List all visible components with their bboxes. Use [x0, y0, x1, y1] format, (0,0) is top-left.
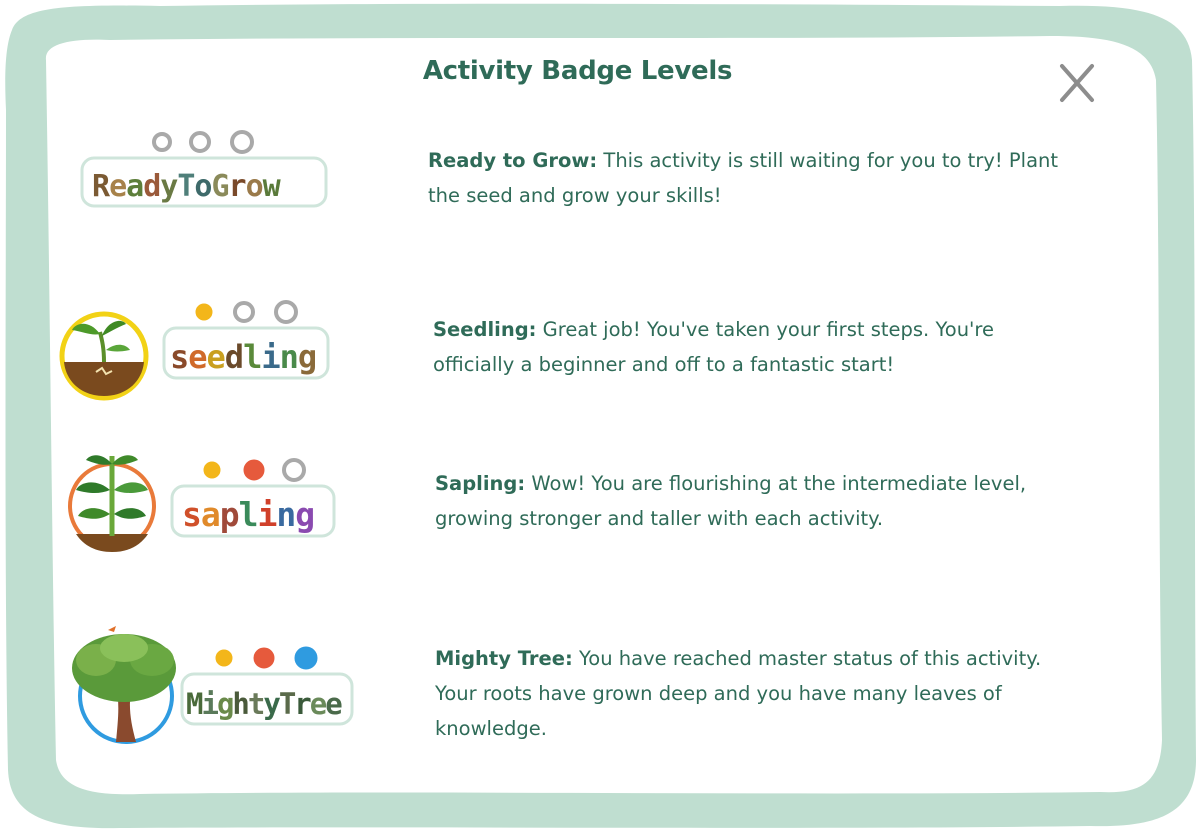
badge-word: seedling: [170, 338, 317, 376]
sapling-badge: [168, 456, 342, 544]
seedling-icon: [56, 310, 156, 404]
level-description-mighty-tree: [435, 641, 1065, 746]
level-name: Seedling:: [433, 318, 537, 341]
level-dot: [235, 303, 253, 321]
level-name: Ready to Grow:: [428, 149, 598, 172]
dialog-title: Activity Badge Levels: [422, 56, 733, 86]
level-dot: [284, 460, 304, 480]
close-icon[interactable]: [1052, 58, 1102, 108]
level-description-ready: [428, 143, 1068, 213]
level-description-seedling: [433, 312, 1073, 382]
seedling-badge: [160, 296, 340, 386]
level-name: Mighty Tree:: [435, 647, 573, 670]
level-name: Sapling:: [435, 472, 526, 495]
level-dot: [205, 463, 219, 477]
level-dot: [191, 133, 209, 151]
level-description-sapling: [435, 466, 1075, 536]
badge-word: MightyTree: [186, 687, 341, 721]
mighty-tree-badge: [178, 642, 358, 732]
level-dot: [245, 461, 263, 479]
level-dot: [197, 305, 211, 319]
level-dot: [276, 302, 296, 322]
tree-icon: [66, 624, 184, 746]
ready-to-grow-badge: [78, 126, 338, 212]
level-dot: [296, 648, 316, 668]
level-dot: [154, 134, 170, 150]
level-text: This activity is still waiting for you to try! Plant the seed and grow your skills!: [428, 149, 1059, 207]
level-dot: [217, 651, 231, 665]
level-text: You have reached master status of this activity. Your roots have grown deep and you have many leaves of knowledge.: [435, 647, 1042, 740]
sapling-icon: [66, 450, 162, 560]
badge-word: ReadyToGrow: [92, 169, 280, 204]
level-text: Great job! You've taken your first steps. You're officially a beginner and off to a fantastic start!: [433, 318, 994, 376]
badge-word: sapling: [182, 495, 315, 534]
level-text: Wow! You are flourishing at the intermediate level, growing stronger and taller with each activity.: [435, 472, 1027, 530]
level-dot: [232, 132, 252, 152]
level-dot: [255, 649, 273, 667]
